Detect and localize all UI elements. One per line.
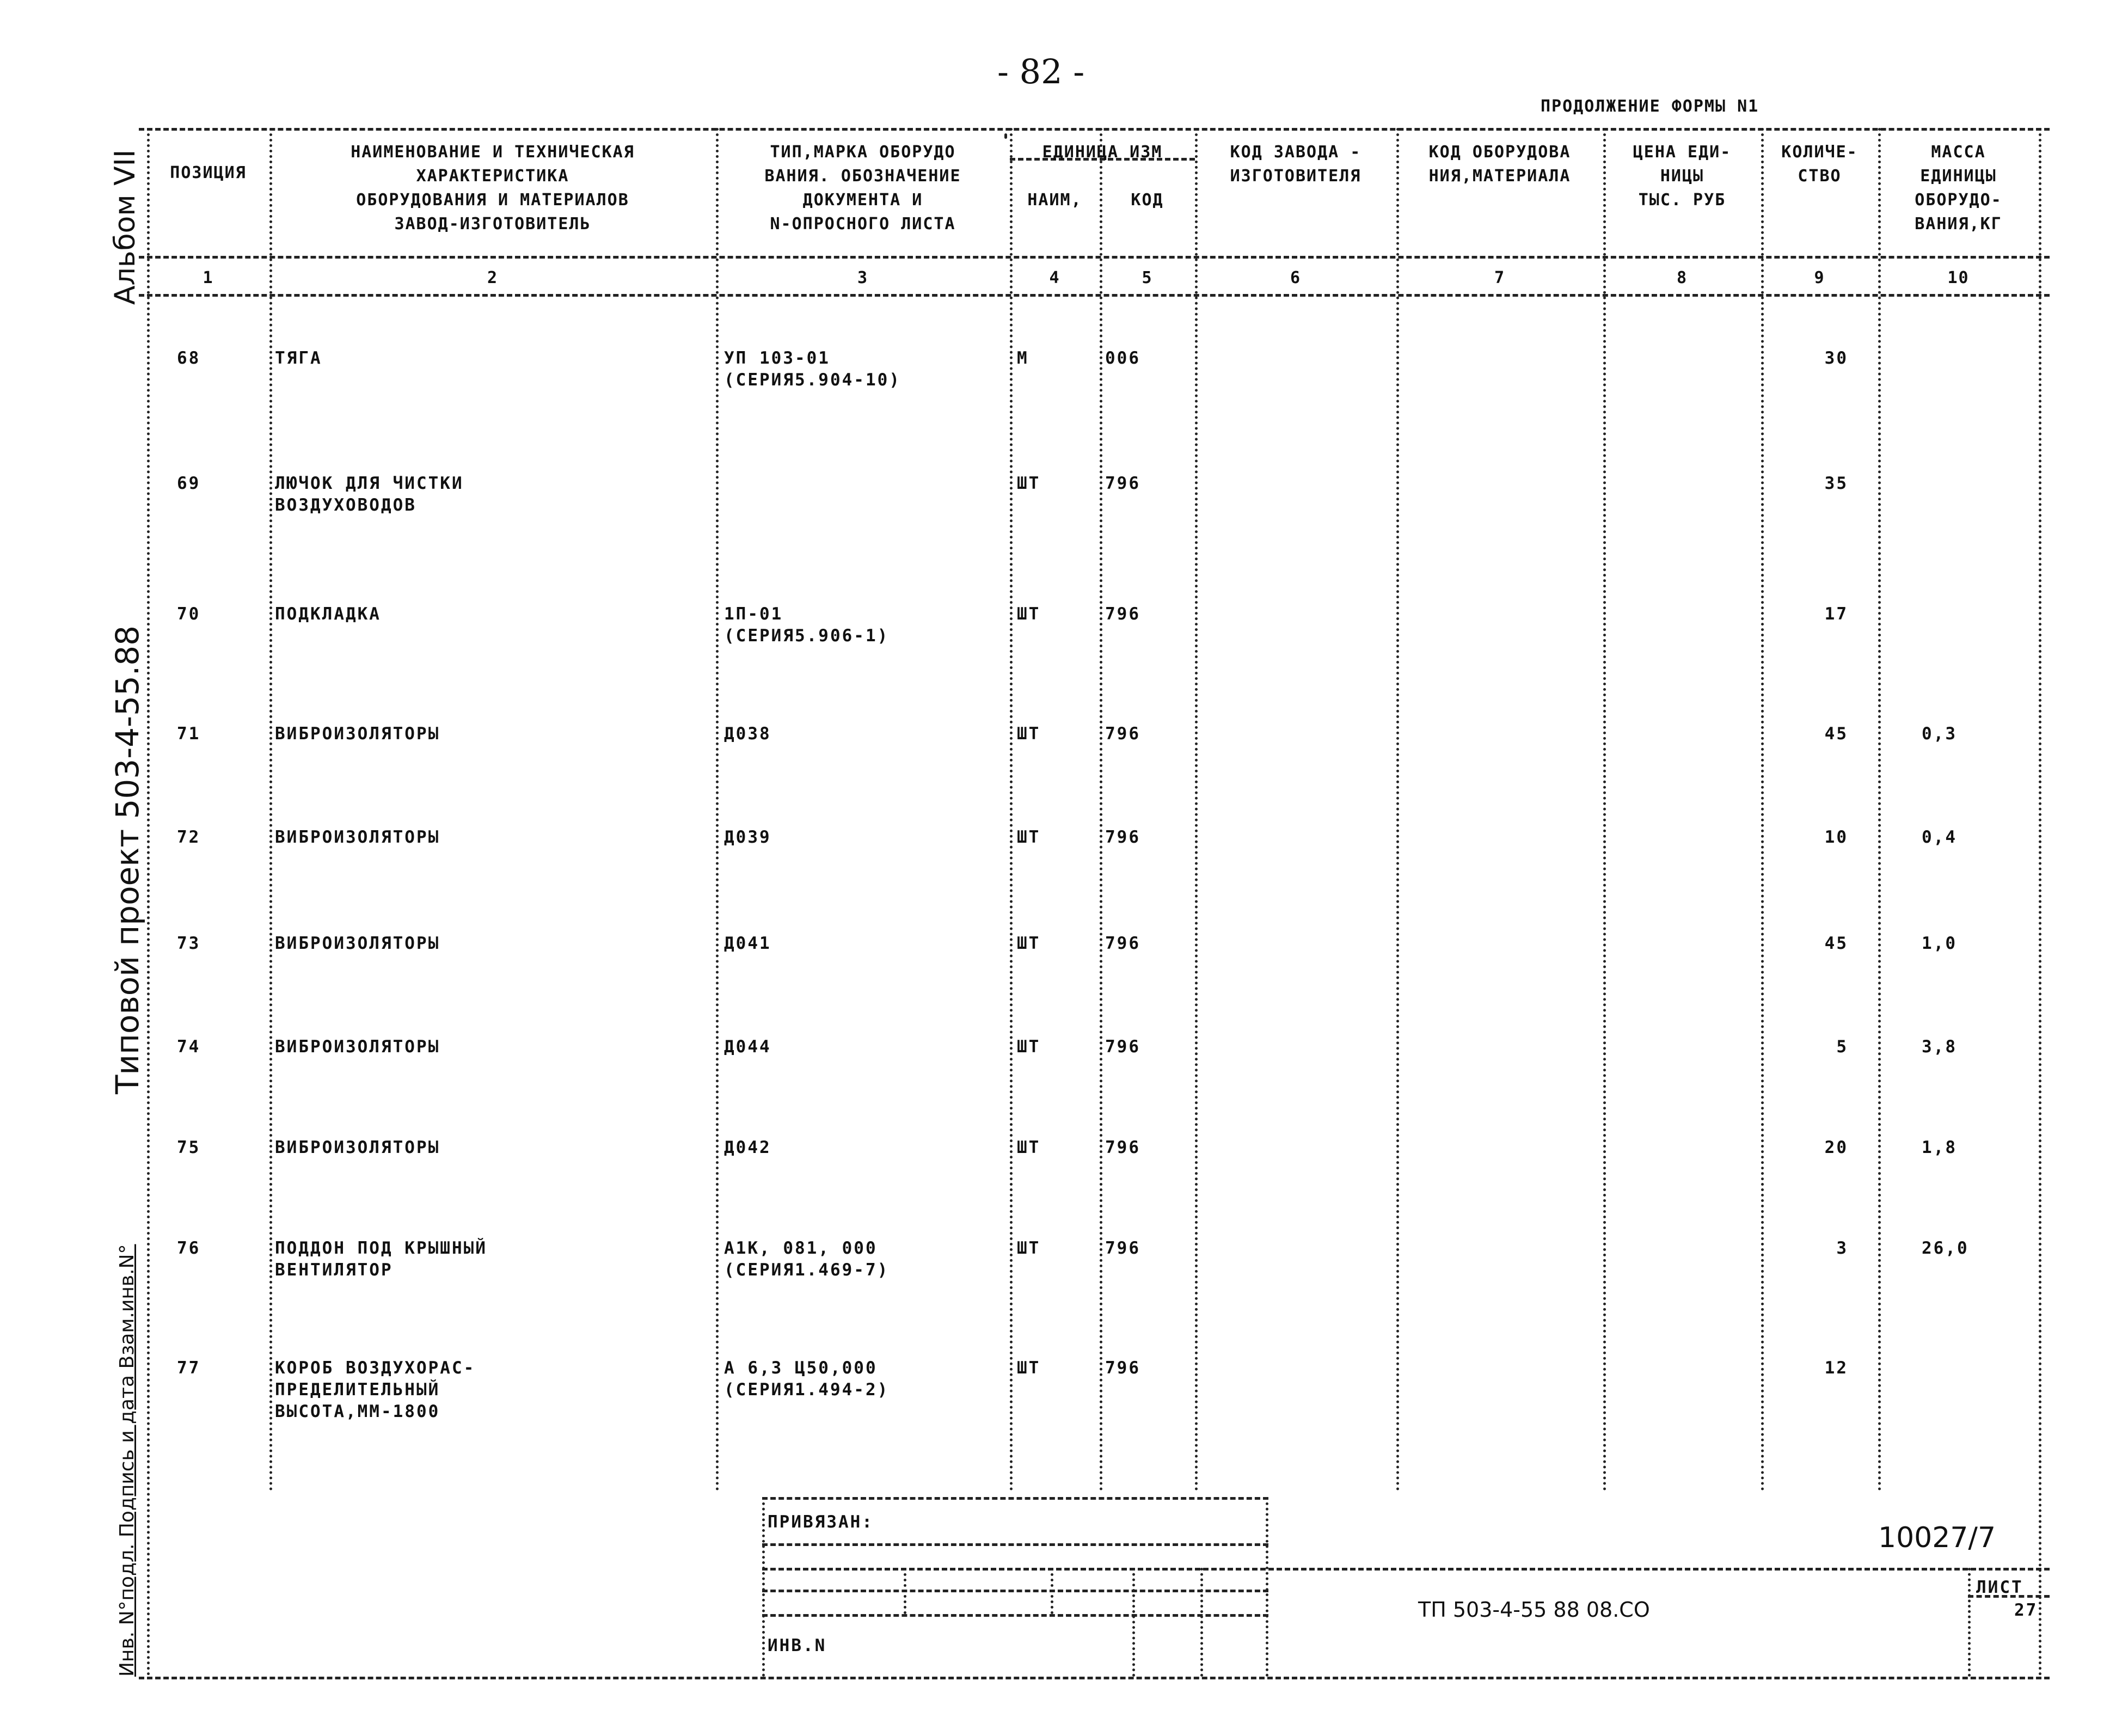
cell-type: 1П-01 (724, 604, 783, 624)
header-position: ПОЗИЦИЯ (170, 163, 247, 182)
rule-vertical (1266, 1497, 1268, 1677)
header-type: ВАНИЯ. ОБОЗНАЧЕНИЕ (764, 167, 961, 186)
cell-quantity: 10 (1824, 827, 1848, 847)
cell-quantity: 12 (1824, 1358, 1848, 1378)
cell-quantity: 35 (1824, 474, 1848, 493)
rule-vertical (1051, 1568, 1053, 1614)
cell-quantity: 45 (1824, 934, 1848, 953)
cell-unit: ШТ (1017, 1358, 1041, 1378)
cell-code: 006 (1105, 348, 1140, 368)
cell-position: 69 (177, 474, 201, 493)
cell-name: ВИБРОИЗОЛЯТОРЫ (275, 1138, 440, 1157)
header-column-number: 1 (203, 268, 214, 287)
cell-position: 71 (177, 724, 201, 744)
cell-type: А 6,3 Ц50,000 (724, 1358, 878, 1378)
sheet-label: ЛИСТ (1976, 1578, 2023, 1597)
cell-type: (СЕРИЯ1.469-7) (724, 1260, 890, 1280)
cell-quantity: 30 (1824, 348, 1848, 368)
cell-quantity: 5 (1836, 1037, 1848, 1057)
cell-type: (СЕРИЯ5.904-10) (724, 370, 901, 390)
rule-vertical (1010, 128, 1013, 1492)
cell-mass: 3,8 (1922, 1037, 1957, 1057)
cell-name: ВИБРОИЗОЛЯТОРЫ (275, 1037, 440, 1057)
header-quantity: СТВО (1798, 167, 1842, 186)
header-unit-code: КОД (1131, 191, 1164, 210)
cell-unit: ШТ (1017, 1138, 1041, 1157)
cell-type: А1К, 081, 000 (724, 1238, 878, 1258)
cell-name: ВИБРОИЗОЛЯТОРЫ (275, 724, 440, 744)
header-column-number: 2 (487, 268, 499, 287)
cell-mass: 1,0 (1922, 934, 1957, 953)
header-plant-code: ИЗГОТОВИТЕЛЯ (1230, 167, 1361, 186)
page-number: - 82 - (997, 52, 1085, 91)
rule-vertical (2039, 128, 2041, 1677)
cell-unit: ШТ (1017, 604, 1041, 624)
header-price: ЦЕНА ЕДИ- (1633, 143, 1732, 162)
header-mass: ВАНИЯ,КГ (1915, 214, 2002, 234)
header-column-number: 4 (1049, 268, 1060, 287)
cell-position: 73 (177, 934, 201, 953)
header-name: ЗАВОД-ИЗГОТОВИТЕЛЬ (394, 214, 591, 234)
handwritten-number: 10027/7 (1878, 1522, 1996, 1554)
header-equipment-code: КОД ОБОРУДОВА (1428, 143, 1571, 162)
cell-type: Д044 (724, 1037, 771, 1057)
cell-code: 796 (1105, 1358, 1140, 1378)
header-mass: МАССА (1931, 143, 1986, 162)
header-equipment-code: НИЯ,МАТЕРИАЛА (1428, 167, 1571, 186)
cell-unit: М (1017, 348, 1029, 368)
header-type: ТИП,МАРКА ОБОРУДО (770, 143, 956, 162)
rule-vertical (1100, 128, 1102, 1492)
rule-vertical (269, 128, 272, 1492)
cell-type: УП 103-01 (724, 348, 830, 368)
cell-code: 796 (1105, 474, 1140, 493)
cell-quantity: 3 (1836, 1238, 1848, 1258)
header-unit: ЕДИНИЦА ИЗМ (1042, 143, 1163, 162)
cell-name: ПОДДОН ПОД КРЫШНЫЙ (275, 1238, 487, 1258)
cell-unit: ШТ (1017, 827, 1041, 847)
bound-label: ПРИВЯЗАН: (768, 1512, 874, 1532)
cell-position: 68 (177, 348, 201, 368)
cell-name: ВЫСОТА,ММ-1800 (275, 1402, 440, 1421)
cell-type: Д042 (724, 1138, 771, 1157)
cell-code: 796 (1105, 1138, 1140, 1157)
cell-position: 76 (177, 1238, 201, 1258)
header-column-number: 5 (1142, 268, 1153, 287)
cell-name: ВИБРОИЗОЛЯТОРЫ (275, 934, 440, 953)
cell-type: (СЕРИЯ1.494-2) (724, 1380, 890, 1400)
cell-unit: ШТ (1017, 1037, 1041, 1057)
rule-vertical (1396, 128, 1399, 1492)
cell-code: 796 (1105, 604, 1140, 624)
rule-horizontal (139, 1677, 2050, 1679)
rule-horizontal (762, 1543, 1268, 1546)
rule-vertical (147, 128, 150, 1677)
rule-vertical (1878, 128, 1881, 1492)
cell-quantity: 45 (1824, 724, 1848, 744)
header-column-number: 9 (1814, 268, 1825, 287)
sheet-number: 27 (2014, 1600, 2038, 1620)
cell-code: 796 (1105, 1238, 1140, 1258)
rule-vertical (1132, 1568, 1135, 1677)
header-type: ДОКУМЕНТА И (802, 191, 923, 210)
cell-name: ЛЮЧОК ДЛЯ ЧИСТКИ (275, 474, 464, 493)
project-label: Типовой проект 503-4-55.88 (109, 625, 146, 1094)
cell-mass: 0,4 (1922, 827, 1957, 847)
header-column-number: 6 (1290, 268, 1302, 287)
rule-horizontal (762, 1568, 2050, 1571)
cell-position: 72 (177, 827, 201, 847)
cell-code: 796 (1105, 1037, 1140, 1057)
cell-unit: ШТ (1017, 474, 1041, 493)
cell-mass: 26,0 (1922, 1238, 1969, 1258)
cell-name: ВОЗДУХОВОДОВ (275, 495, 416, 515)
header-column-number: 10 (1947, 268, 1970, 287)
rule-vertical (1200, 1568, 1203, 1677)
cell-mass: 1,8 (1922, 1138, 1957, 1157)
cell-name: ПРЕДЕЛИТЕЛЬНЫЙ (275, 1380, 440, 1400)
inv-label: ИНВ.N (768, 1636, 827, 1655)
rule-vertical (1761, 128, 1764, 1492)
header-price: НИЦЫ (1660, 167, 1704, 186)
header-name: ХАРАКТЕРИСТИКА (416, 167, 569, 186)
rule-vertical (762, 1497, 765, 1677)
rule-vertical (1004, 133, 1007, 139)
header-mass: ЕДИНИЦЫ (1920, 167, 1997, 186)
header-name: НАИМЕНОВАНИЕ И ТЕХНИЧЕСКАЯ (351, 143, 635, 162)
cell-type: Д041 (724, 934, 771, 953)
cell-name: ВИБРОИЗОЛЯТОРЫ (275, 827, 440, 847)
cell-unit: ШТ (1017, 934, 1041, 953)
rule-vertical (1195, 128, 1198, 1492)
cell-position: 75 (177, 1138, 201, 1157)
header-name: ОБОРУДОВАНИЯ И МАТЕРИАЛОВ (356, 191, 629, 210)
rule-vertical (904, 1568, 906, 1614)
cell-code: 796 (1105, 934, 1140, 953)
header-plant-code: КОД ЗАВОДА - (1230, 143, 1361, 162)
cell-code: 796 (1105, 724, 1140, 744)
continuation-label: ПРОДОЛЖЕНИЕ ФОРМЫ N1 (1541, 97, 1759, 116)
cell-name: ПОДКЛАДКА (275, 604, 381, 624)
cell-type: Д039 (724, 827, 771, 847)
rule-horizontal (762, 1590, 1268, 1592)
cell-position: 77 (177, 1358, 201, 1378)
rule-vertical (1603, 128, 1606, 1492)
cell-unit: ШТ (1017, 1238, 1041, 1258)
cell-name: КОРОБ ВОЗДУХОРАС- (275, 1358, 476, 1378)
header-column-number: 7 (1494, 268, 1506, 287)
cell-name: ТЯГА (275, 348, 322, 368)
stamp-label: Инв. N°подл. Подпись и дата Взам.инв.N° (116, 1244, 138, 1677)
cell-type: (СЕРИЯ5.906-1) (724, 626, 890, 646)
cell-name: ВЕНТИЛЯТОР (275, 1260, 393, 1280)
cell-mass: 0,3 (1922, 724, 1957, 744)
doc-code: ТП 503-4-55 88 08.СО (1418, 1598, 1650, 1622)
header-unit-name: НАИМ, (1027, 191, 1082, 210)
cell-type: Д038 (724, 724, 771, 744)
header-quantity: КОЛИЧЕ- (1781, 143, 1858, 162)
header-mass: ОБОРУДО- (1915, 191, 2002, 210)
header-type: N-ОПРОСНОГО ЛИСТА (770, 214, 956, 234)
album-label: Альбом VII (109, 149, 142, 305)
rule-horizontal (762, 1614, 1268, 1617)
header-column-number: 8 (1676, 268, 1688, 287)
rule-horizontal (762, 1497, 1268, 1500)
rule-vertical (716, 128, 719, 1492)
rule-vertical (1968, 1568, 1971, 1677)
cell-quantity: 17 (1824, 604, 1848, 624)
header-price: ТЫС. РУБ (1638, 191, 1726, 210)
cell-position: 70 (177, 604, 201, 624)
cell-position: 74 (177, 1037, 201, 1057)
cell-code: 796 (1105, 827, 1140, 847)
cell-unit: ШТ (1017, 724, 1041, 744)
header-column-number: 3 (857, 268, 869, 287)
cell-quantity: 20 (1824, 1138, 1848, 1157)
